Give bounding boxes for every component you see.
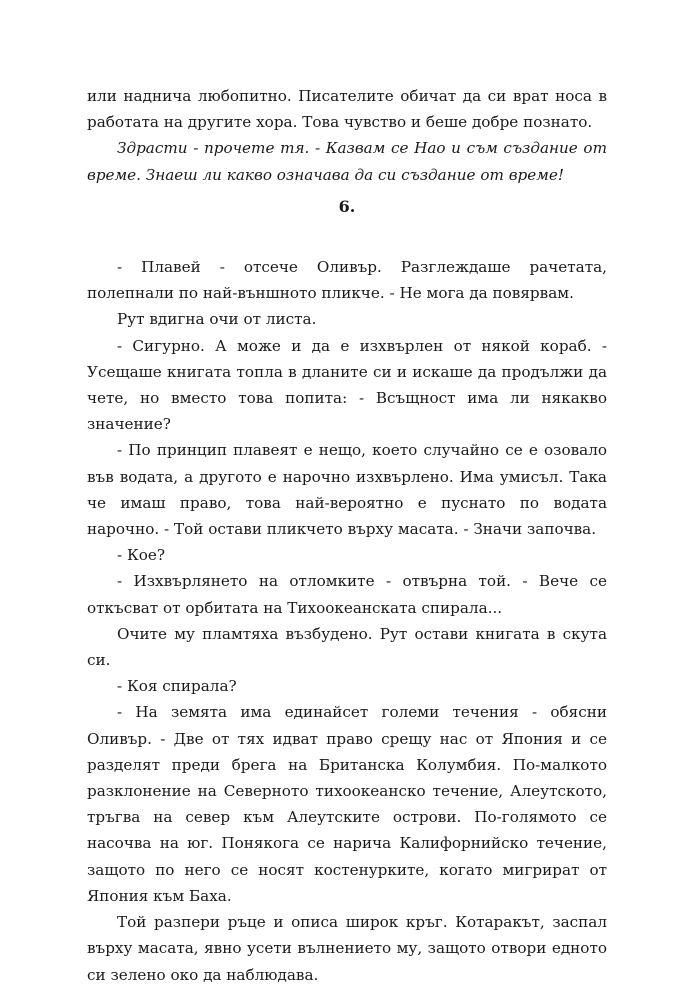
quote-paragraph — [87, 135, 607, 187]
paragraph: Рут вдигна очи от листа. — [117, 310, 317, 329]
paragraph: - Изхвърлянето на отломките - отвърна той. - Вече се откъсват от орбитата на Тихоокеанската спирала... — [87, 572, 607, 617]
paragraph-continued: или надничa любопитно. Писателите обичат да си врат носа в работата на другите хора. Това чувство и беше добре познато. — [87, 87, 607, 132]
quote-attribution: - прочете тя. - — [187, 139, 326, 158]
paragraph: - Коя спирала? — [117, 677, 237, 696]
quote-text: Казвам се Нао и съм създание от време. Знаеш ли какво означава да си създание от време! — [87, 139, 607, 184]
paragraph: - По принцип плавеят е нещо, което случайно се е озовало във водата, а другото е нарочно изхвърлено. Има умисъл. Така че имаш право, това най-вероятно е пуснато по водата нарочно. - Той остави пликчето върху масата. - Значи започва. — [87, 441, 607, 539]
paragraph: - Плавей - отсече Оливър. Разглеждаше рачетата, полепнали по най-външното пликче. - Не мога да повярвам. — [87, 258, 607, 303]
paragraph: - Кое? — [117, 546, 165, 565]
chapter-heading: 6. — [338, 196, 356, 216]
paragraph: Очите му пламтяха възбудено. Рут остави книгата в скута си. — [87, 624, 607, 670]
paragraph: - На земята има единайсет големи течения - обясни Оливър. - Две от тях идват право срещу нас от Япония и се разделят преди брега на Британска Колумбия. По-малкото разклонение на Северното тихоокеанско течение, Алеутското, тръгва на север към Алеутските острови. По-голямото се насочва на юг. Понякога се нарича Калифорнийско течение, защото по него се носят костенурките, когато мигрират от Япония към Баха. — [87, 703, 607, 905]
page-text — [87, 83, 607, 988]
quote-greeting: Здрасти — [117, 139, 188, 158]
paragraph: Той разпери ръце и описа широк кръг. Котаракът, заспал върху масата, явно усети вълнението му, защото отвори едното си зелено око да наблюдава. — [87, 913, 607, 984]
paragraph: - Сигурно. А може и да е изхвърлен от някой кораб. - Усещаше книгата топла в дланите си и искаше да продължи да чете, но вместо това попита: - Всъщност има ли някакво значение? — [87, 336, 607, 434]
